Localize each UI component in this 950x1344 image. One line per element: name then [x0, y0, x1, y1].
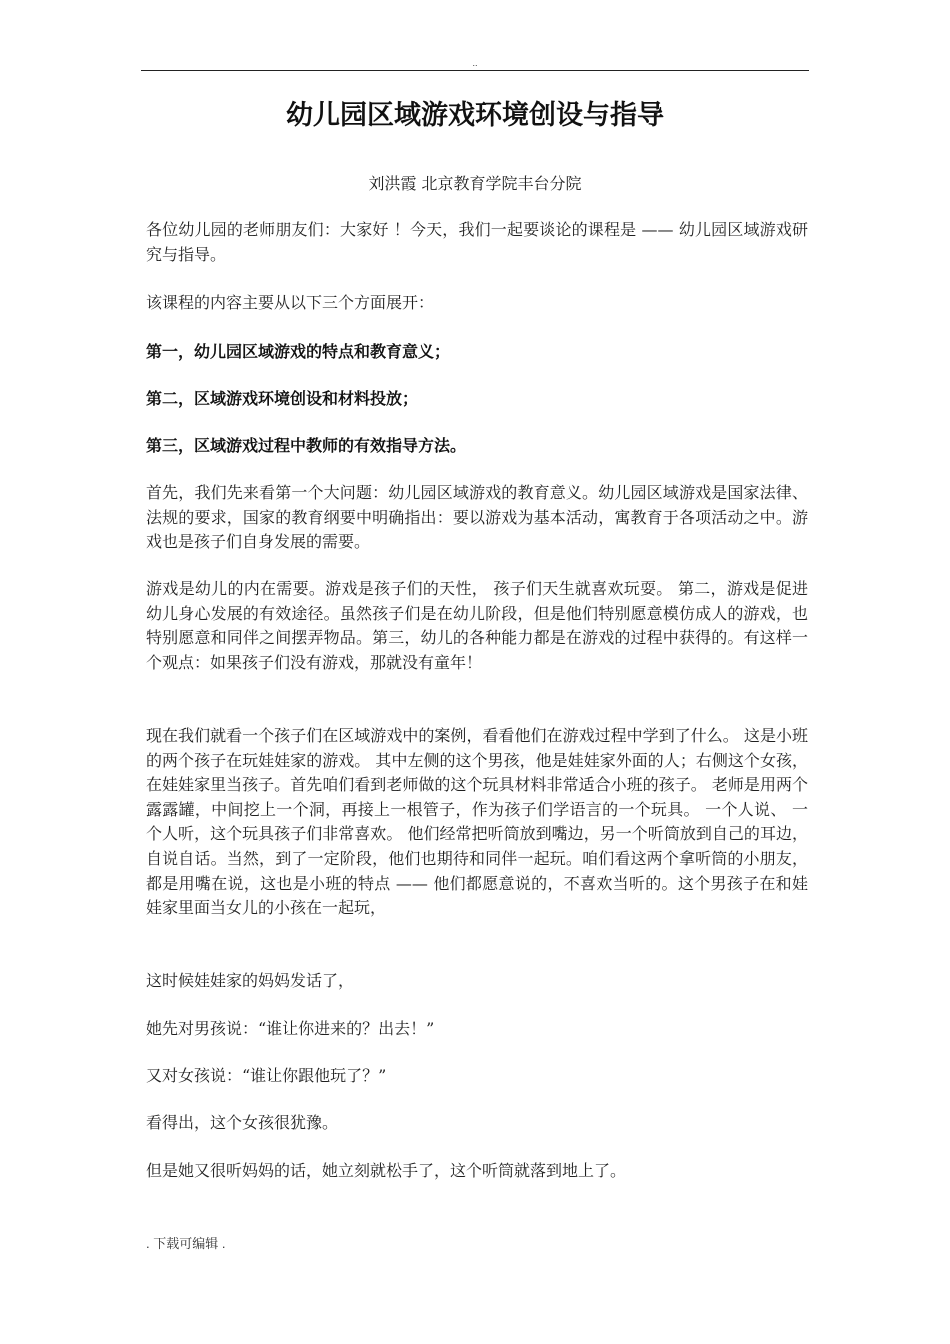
author-line: 刘洪霞 北京教育学院丰台分院: [368, 174, 582, 193]
paragraph-drop: 但是她又很听妈妈的话，她立刻就松手了，这个听筒就落到地上了。: [146, 1161, 627, 1180]
paragraph-outline-intro: 该课程的内容主要从以下三个方面展开：: [146, 293, 435, 312]
footer-note: . 下载可编辑 .: [146, 1236, 226, 1251]
header-mark: ..: [472, 58, 478, 68]
outline-item-1: 第一，幼儿园区域游戏的特点和教育意义；: [146, 342, 451, 361]
outline-item-3: 第三，区域游戏过程中教师的有效指导方法。: [146, 436, 467, 455]
paragraph-to-boy: 她先对男孩说：“谁让你进来的？出去！”: [146, 1019, 435, 1038]
outline-item-2: 第二，区域游戏环境创设和材料投放；: [146, 389, 419, 408]
document-title: 幼儿园区域游戏环境创设与指导: [286, 100, 664, 131]
paragraph-hesitation: 看得出，这个女孩很犹豫。: [146, 1113, 339, 1132]
paragraph-play-needs: 游戏是幼儿的内在需要。游戏是孩子们的天性， 孩子们天生就喜欢玩耍。 第二，游戏是促进幼儿身心发展的有效途径。虽然孩子们是在幼儿阶段，但是他们特别愿意模仿成人的游戏，也特别愿意和同伴之间摆弄物品。第三，幼儿的各种能力都是在游戏的过程中获得的。有这样一个观点：如果孩子们没有游戏，那就没有童年！: [146, 579, 808, 672]
paragraph-mother-speaks: 这时候娃娃家的妈妈发话了，: [146, 971, 355, 990]
paragraph-first-question: 首先，我们先来看第一个大问题：幼儿园区域游戏的教育意义。幼儿园区域游戏是国家法律、法规的要求，国家的教育纲要中明确指出：要以游戏为基本活动，寓教育于各项活动之中。游戏也是孩子们自身发展的需要。: [146, 483, 808, 552]
header-rule: [141, 70, 809, 71]
paragraph-greeting: 各位幼儿园的老师朋友们：大家好 ！今天，我们一起要谈论的课程是 —— 幼儿园区域游戏研究与指导。: [146, 220, 808, 264]
paragraph-case-study: 现在我们就看一个孩子们在区域游戏中的案例，看看他们在游戏过程中学到了什么。 这是小班的两个孩子在玩娃娃家的游戏。 其中左侧的这个男孩，他是娃娃家外面的人；右侧这个女孩，在娃娃家里当孩子。首先咱们看到老师做的这个玩具材料非常适合小班的孩子。 老师是用两个露露罐，中间挖上一个洞，再接上一根管子，作为孩子们学语言的一个玩具。 一个人说、 一个人听，这个玩具孩子们非常喜欢。 他们经常把听筒放到嘴边，另一个听筒放到自己的耳边，自说自话。当然，到了一定阶段，他们也期待和同伴一起玩。咱们看这两个拿听筒的小朋友，都是用嘴在说，这也是小班的特点 —— 他们都愿意说的，不喜欢当听的。这个男孩子在和娃娃家里面当女儿的小孩在一起玩，: [146, 726, 808, 918]
paragraph-to-girl: 又对女孩说：“谁让你跟他玩了？”: [146, 1066, 387, 1085]
